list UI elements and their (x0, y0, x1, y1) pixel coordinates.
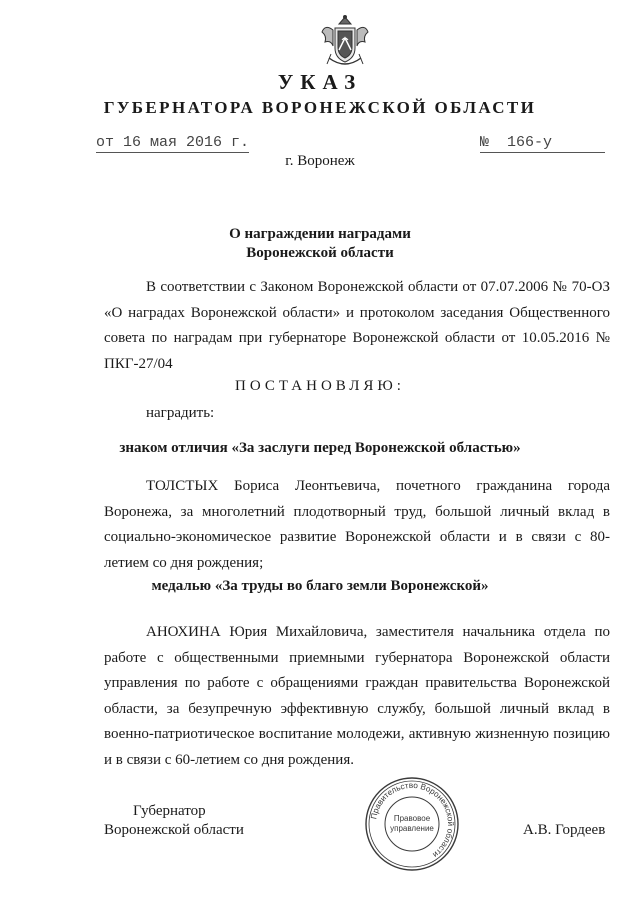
decree-statement: ПОСТАНОВЛЯЮ: (235, 378, 405, 394)
signer-position-line-2: Воронежской области (104, 822, 244, 838)
signer-name: А.В. Гордеев (523, 822, 606, 838)
award-2-title: медалью «За труды во благо земли Воронежской» (151, 578, 489, 594)
decree-number (480, 134, 605, 153)
issuer-title: ГУБЕРНАТОРА ВОРОНЕЖСКОЙ ОБЛАСТИ (103, 98, 537, 117)
official-stamp (364, 776, 460, 872)
stamp-inner-line-1: Правовое (393, 814, 431, 823)
preamble-paragraph: В соответствии с Законом Воронежской области от 07.07.2006 № 70-ОЗ «О наградах Воронежской области» и протоколом заседания Общественного совета по наградам при губернаторе Воронежской области от 10.05.2016 № ПКГ-27/04 (104, 279, 610, 372)
decree-title: УКАЗ (277, 70, 363, 94)
stamp-ring-text: Правительство Воронежской области (369, 780, 456, 860)
date-value: 16 мая 2016 г. (123, 134, 250, 151)
decree-date (96, 134, 249, 151)
number-value: 166-у (507, 134, 553, 151)
award-2-text: АНОХИНА Юрия Михайловича, заместителя начальника отдела по работе с общественными приемными губернатора Воронежской области управления по работе с обращениями граждан правительства Воронежской области, за безупречную эффективную службу, большой личный вклад в военно-патриотическое воспитание молодежи, активную жизненную позицию и в связи с 60-летием со дня рождения. (104, 624, 610, 768)
award-1-title: знаком отличия «За заслуги перед Воронежской областью» (119, 440, 521, 456)
city: г. Воронеж (285, 153, 355, 169)
award-1-text: ТОЛСТЫХ Бориса Леонтьевича, почетного гражданина города Воронежа, за многолетний плодотворный труд, большой личный вклад в социально-экономическое развитие Воронежской области и в связи с 80-летием со дня рождения; (104, 478, 610, 571)
signer-position-line-1: Губернатор (133, 803, 206, 819)
coat-of-arms-icon (319, 14, 371, 70)
reward-statement: наградить: (146, 405, 215, 421)
subject-line-2: Воронежской области (246, 245, 394, 261)
decree-subject (0, 225, 640, 263)
stamp-inner-line-2: управление (390, 824, 434, 833)
number-prefix: № (480, 134, 490, 151)
date-prefix: от (96, 134, 115, 151)
subject-line-1: О награждении наградами (229, 226, 411, 242)
